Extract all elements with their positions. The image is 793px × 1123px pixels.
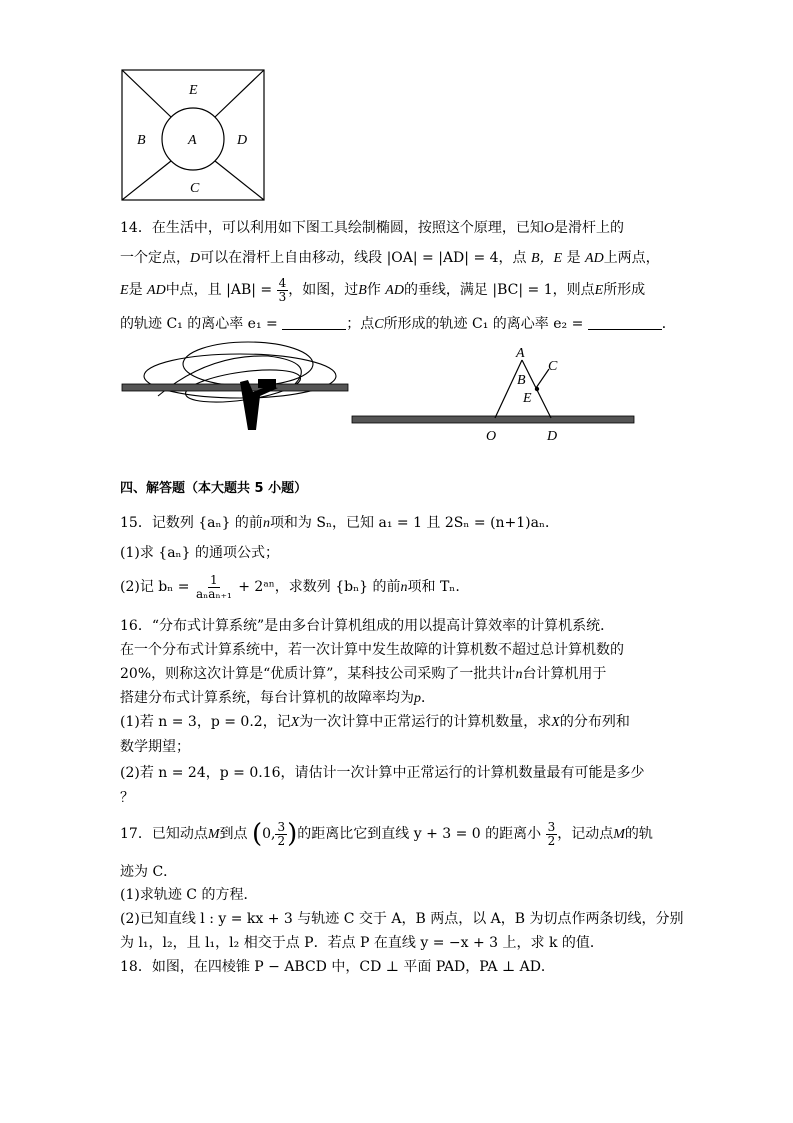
q14-line1: 14．在生活中，可以利用如下图工具绘制椭圆，按照这个原理，已知O是滑杆上的	[120, 220, 624, 236]
q16-line3: 20%，则称这次计算是“优质计算”，某科技公司采购了一批共计n台计算机用于	[120, 666, 607, 682]
q14-line2: 一个定点，D可以在滑杆上自由移动，线段 |OA| = |AD| = 4，点 B，E 是 AD上两点，	[120, 250, 660, 266]
slide-bar	[122, 384, 348, 391]
section-heading: 四、解答题（本大题共 5 小题）	[120, 481, 308, 496]
label-B: B	[517, 373, 526, 388]
label-A: A	[516, 346, 525, 361]
answer-blank-1[interactable]	[282, 315, 346, 330]
q17-line2: 迹为 C．	[120, 864, 178, 880]
q16-part2: (2)若 n = 24，p = 0.16，请估计一次计算中正常运行的计算机数量最有可能是多少	[120, 765, 645, 781]
label-E: E	[523, 391, 532, 406]
label-C: C	[190, 181, 200, 196]
q16-part1: (1)若 n = 3，p = 0.2，记X为一次计算中正常运行的计算机数量，求X的分布列和	[120, 714, 630, 730]
square-diagram	[118, 68, 268, 202]
q15-part1: (1)求 {aₙ} 的通项公式；	[120, 545, 279, 561]
ellipse-tool-figure	[118, 336, 353, 438]
q14-line3: E是 AD中点，且 |AB| = $\frac{4}{3}$ ，如图，过B作 AD的垂线，满足 |BC| = 1，则点E所形成	[120, 275, 646, 304]
q16-part2-cont: ？	[120, 790, 134, 806]
q16-line1: 16．“分布式计算系统”是由多台计算机组成的用以提高计算效率的计算机系统．	[120, 618, 615, 634]
label-A: A	[188, 133, 197, 148]
fraction-3-2: $\frac{3}{2}$	[547, 819, 556, 848]
fraction-4-3: $\frac{4}{3}$	[278, 275, 287, 304]
label-C: C	[548, 359, 558, 374]
label-D: D	[237, 133, 248, 148]
q16-line4: 搭建分布式计算系统，每台计算机的故障率均为p．	[120, 690, 435, 706]
answer-blank-2[interactable]	[588, 315, 662, 330]
q16-line2: 在一个分布式计算系统中，若一次计算中发生故障的计算机数不超过总计算机数的	[120, 642, 624, 658]
fraction-bn: $\frac{1}{\text{aₙaₙ₊₁}}$	[195, 572, 232, 601]
label-E: E	[189, 83, 198, 98]
triangle-rod-figure	[350, 342, 640, 442]
q14-line4: 的轨迹 C₁ 的离心率 e₁ = ；点C所形成的轨迹 C₁ 的离心率 e₂ = ．	[120, 316, 676, 332]
q15-line1: 15．记数列 {aₙ} 的前n项和为 Sₙ，已知 a₁ = 1 且 2Sₙ = (n+1)aₙ．	[120, 515, 560, 531]
fraction-3-2-point: $\frac{3}{2}$	[277, 819, 286, 848]
label-O: O	[486, 429, 497, 442]
rod	[352, 416, 634, 423]
q17-part1: (1)求轨迹 C 的方程．	[120, 887, 258, 903]
q17-part2-cont: 为 l₁，l₂，且 l₁，l₂ 相交于点 P．若点 P 在直线 y = −x + 3 上，求 k 的值．	[120, 935, 604, 951]
q16-part1-cont: 数学期望；	[120, 739, 190, 755]
q18-line1: 18．如图，在四棱锥 P − ABCD 中，CD ⊥ 平面 PAD，PA ⊥ AD．	[120, 959, 555, 975]
q17-line1: 17．已知动点M到点 (0, $\frac{3}{2}$ )的距离比它到直线 y + 3 = 0 的距离小 $\frac{3}{2}$ ，记动点M的轨	[120, 819, 653, 849]
q15-part2: (2)记 bₙ = $\frac{1}{\text{aₙaₙ₊₁}}$ + 2ᵃⁿ，求数列 {bₙ} 的前n项和 Tₙ.	[120, 572, 460, 601]
q17-part2: (2)已知直线 l : y = kx + 3 与轨迹 C 交于 A，B 两点，以 A，B 为切点作两条切线，分别	[120, 911, 684, 927]
label-B: B	[137, 133, 146, 148]
label-D: D	[547, 429, 558, 442]
